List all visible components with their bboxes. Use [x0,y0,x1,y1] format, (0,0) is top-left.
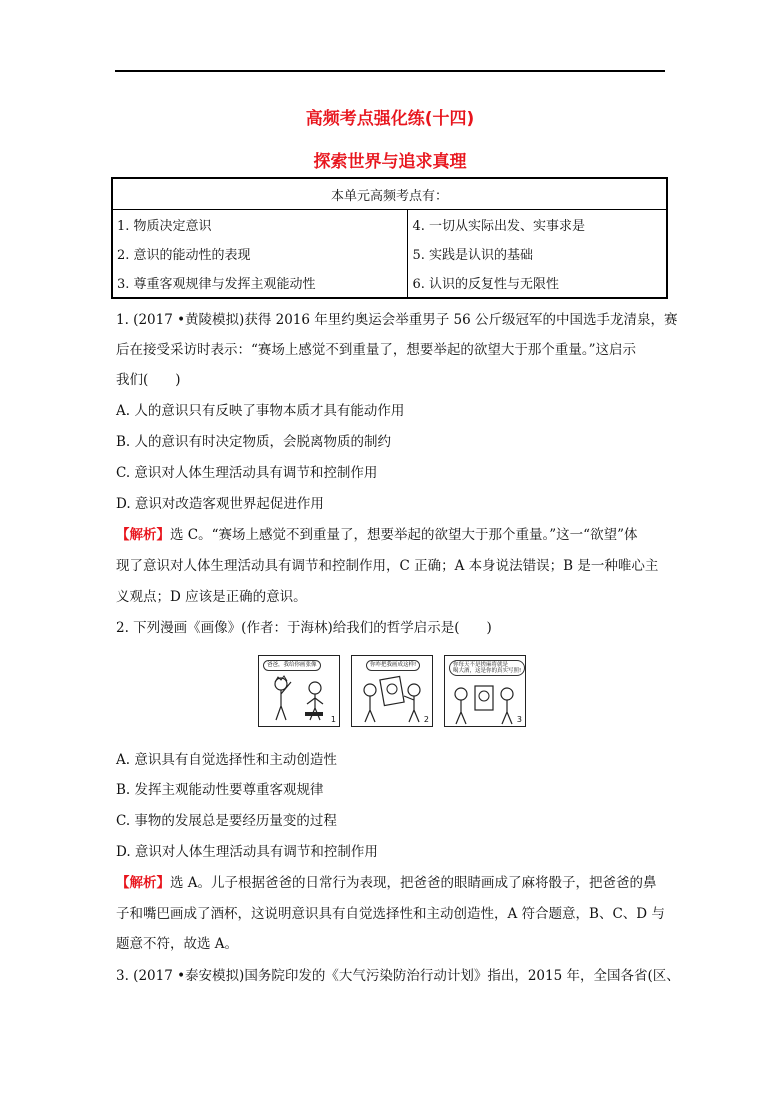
q1-stem-line: 我们( ) [116,372,181,388]
q1-stem-line: 后在接受采访时表示：“赛场上感觉不到重量了，想要举起的欲望大于那个重量。”这启示 [116,342,637,358]
table-cell: 1. 物质决定意识 [112,210,408,240]
q1-option-c: C. 意识对人体生理活动具有调节和控制作用 [116,465,378,481]
table-cell: 2. 意识的能动性的表现 [112,239,408,268]
bubble-line: 喝大酒，这是你的真实写照! [453,668,522,674]
comic-image [258,655,526,727]
q2-option-b: B. 发挥主观能动性要尊重客观规律 [116,782,324,798]
panel-number: 2 [423,715,429,724]
speech-bubble: 你咋把我画成这样! [366,660,420,671]
panel-number: 1 [330,715,336,724]
bubble-line: 你每天不是搓麻将就是 [453,662,509,668]
q2-analysis-line [116,873,668,893]
q3-stem: 3. (2017 •泰安模拟)国务院印发的《大气污染防治行动计划》指出，2015 年，全国各省(区、 [116,968,680,984]
analysis-text: 选 A。儿子根据爸爸的日常行为表现，把爸爸的眼睛画成了麻将骰子，把爸爸的鼻 [170,875,657,891]
comic-panel-1 [258,655,340,727]
key-points-table [111,177,668,299]
table-header: 本单元高频考点有： [112,178,667,210]
q1-option-b: B. 人的意识有时决定物质，会脱离物质的制约 [116,434,392,450]
q1-option-a: A. 人的意识只有反映了事物本质才具有能动作用 [116,403,405,419]
q2-stem: 2. 下列漫画《画像》(作者：于海林)给我们的哲学启示是( ) [116,620,492,636]
q2-option-d: D. 意识对人体生理活动具有调节和控制作用 [116,844,378,860]
q1-analysis-line: 现了意识对人体生理活动具有调节和控制作用，C 正确；A 本身说法错误；B 是一种唯心主 [116,558,659,574]
analysis-tag: 【解析】 [116,527,170,543]
table-cell: 3. 尊重客观规律与发挥主观能动性 [112,268,408,298]
q1-stem-line: 1. (2017 •黄陵模拟)获得 2016 年里约奥运会举重男子 56 公斤级冠军的中国选手龙清泉，赛 [116,312,678,328]
panel-number: 3 [516,715,522,724]
speech-bubble: 爸爸，我给你画张像 [263,660,321,671]
q1-analysis-line [116,525,668,545]
comic-panel-2 [351,655,433,727]
table-cell: 6. 认识的反复性与无限性 [408,268,667,298]
q2-analysis-line: 题意不符，故选 A。 [116,936,239,952]
header-rule [115,70,665,72]
analysis-tag: 【解析】 [116,875,170,891]
table-cell: 4. 一切从实际出发、实事求是 [408,210,667,240]
speech-bubble [449,660,525,676]
page-title: 高频考点强化练(十四) [305,109,475,129]
comic-panel-3 [444,655,526,727]
q2-option-c: C. 事物的发展总是要经历量变的过程 [116,813,337,829]
q1-analysis-line: 义观点；D 应该是正确的意识。 [116,589,307,605]
page-subtitle: 探索世界与追求真理 [313,152,467,172]
table-cell: 5. 实践是认识的基础 [408,239,667,268]
q1-option-d: D. 意识对改造客观世界起促进作用 [116,496,324,512]
q2-option-a: A. 意识具有自觉选择性和主动创造性 [116,752,337,768]
q2-analysis-line: 子和嘴巴画成了酒杯，这说明意识具有自觉选择性和主动创造性，A 符合题意，B、C、D 与 [116,906,665,922]
analysis-text: 选 C。“赛场上感觉不到重量了，想要举起的欲望大于那个重量。”这一“欲望”体 [170,527,638,543]
